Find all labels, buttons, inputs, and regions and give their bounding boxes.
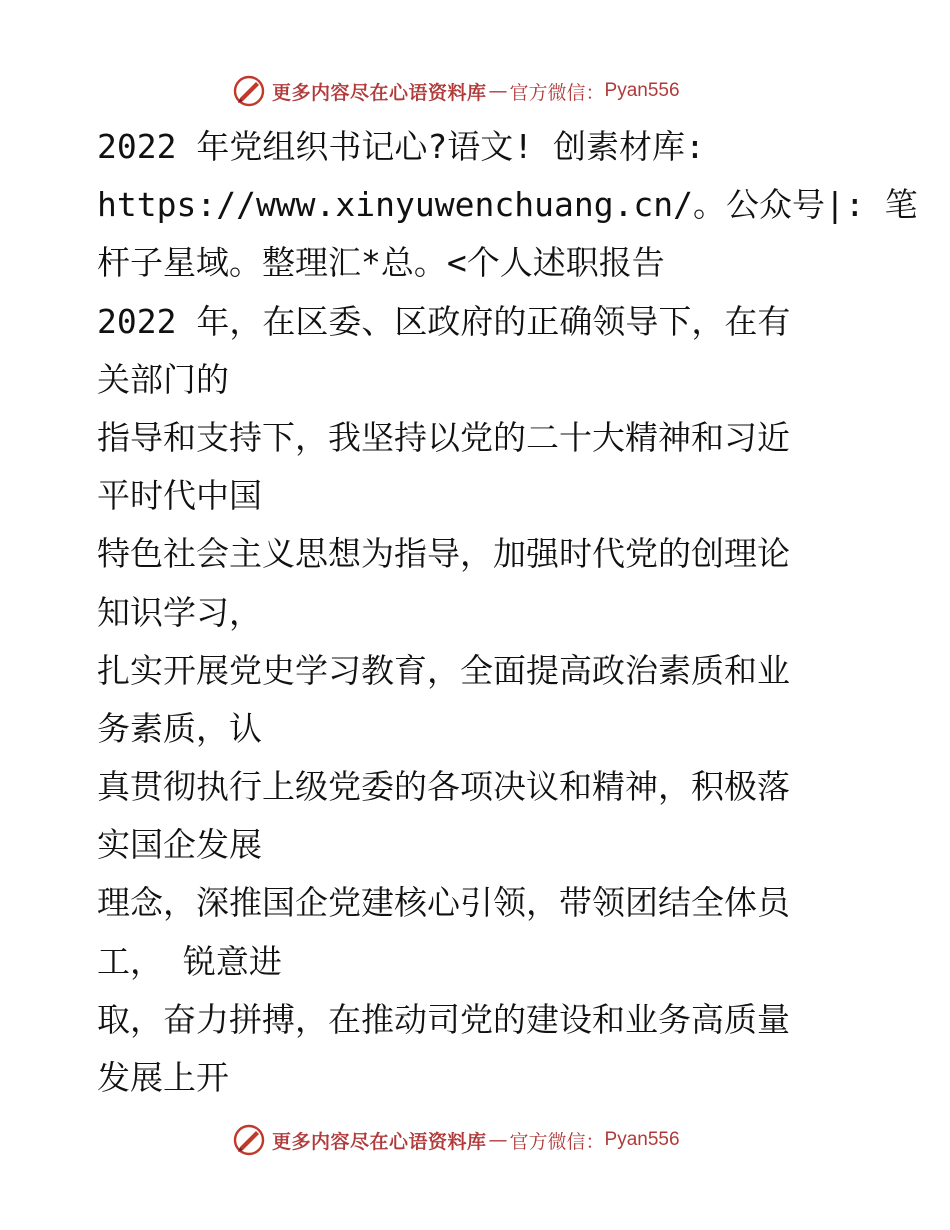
text-line: 2022 年党组织书记心?语文! 创素材库:	[97, 127, 705, 166]
text-line: 特色社会主义思想为指导，加强时代党的创理论	[97, 534, 790, 574]
text-line: 关部门的	[97, 359, 229, 399]
watermark-main-text: 更多内容尽在心语资料库	[272, 81, 487, 104]
pen-circle-logo-icon	[232, 74, 266, 108]
text-line: 指导和支持下，我坚持以党的二十大精神和习近	[97, 417, 790, 457]
text-line: 真贯彻执行上级党委的各项决议和精神，积极落	[97, 767, 790, 807]
text-line: 发展上开	[97, 1058, 229, 1097]
text-line: 知识学习，	[97, 592, 262, 632]
document-body	[97, 118, 918, 1107]
text-line: 平时代中国	[97, 476, 262, 516]
pen-circle-logo-icon	[232, 1123, 266, 1157]
watermark-separator: —	[488, 1129, 508, 1151]
text-line: 取，奋力拼搏，在推动司党的建设和业务高质量	[97, 999, 790, 1039]
text-line: 务素质，认	[97, 708, 262, 748]
watermark-wechat-id: Pyan556	[604, 80, 680, 101]
text-line: 实国企发展	[97, 825, 262, 865]
watermark-wechat-id: Pyan556	[604, 1129, 680, 1150]
watermark-wechat-label: 官方微信：	[509, 81, 605, 104]
text-line: 2022 年，在区委、区政府的正确领导下，在有	[97, 301, 791, 341]
watermark-separator: —	[488, 80, 508, 102]
text-line: https://www.xinyuwenchuang.cn/。公众号|: 笔	[97, 185, 918, 225]
footer-watermark	[232, 1120, 680, 1160]
text-line: 工， 锐意进	[97, 941, 282, 981]
header-watermark	[232, 71, 680, 111]
text-line: 杆子星域。整理汇*总。<个人述职报告	[97, 243, 665, 283]
text-line: 扎实开展党史学习教育，全面提高政治素质和业	[97, 650, 790, 690]
watermark-main-text: 更多内容尽在心语资料库	[272, 1130, 487, 1153]
watermark-wechat-label: 官方微信：	[509, 1130, 605, 1153]
text-line: 理念，深推国企党建核心引领，带领团结全体员	[97, 883, 790, 923]
